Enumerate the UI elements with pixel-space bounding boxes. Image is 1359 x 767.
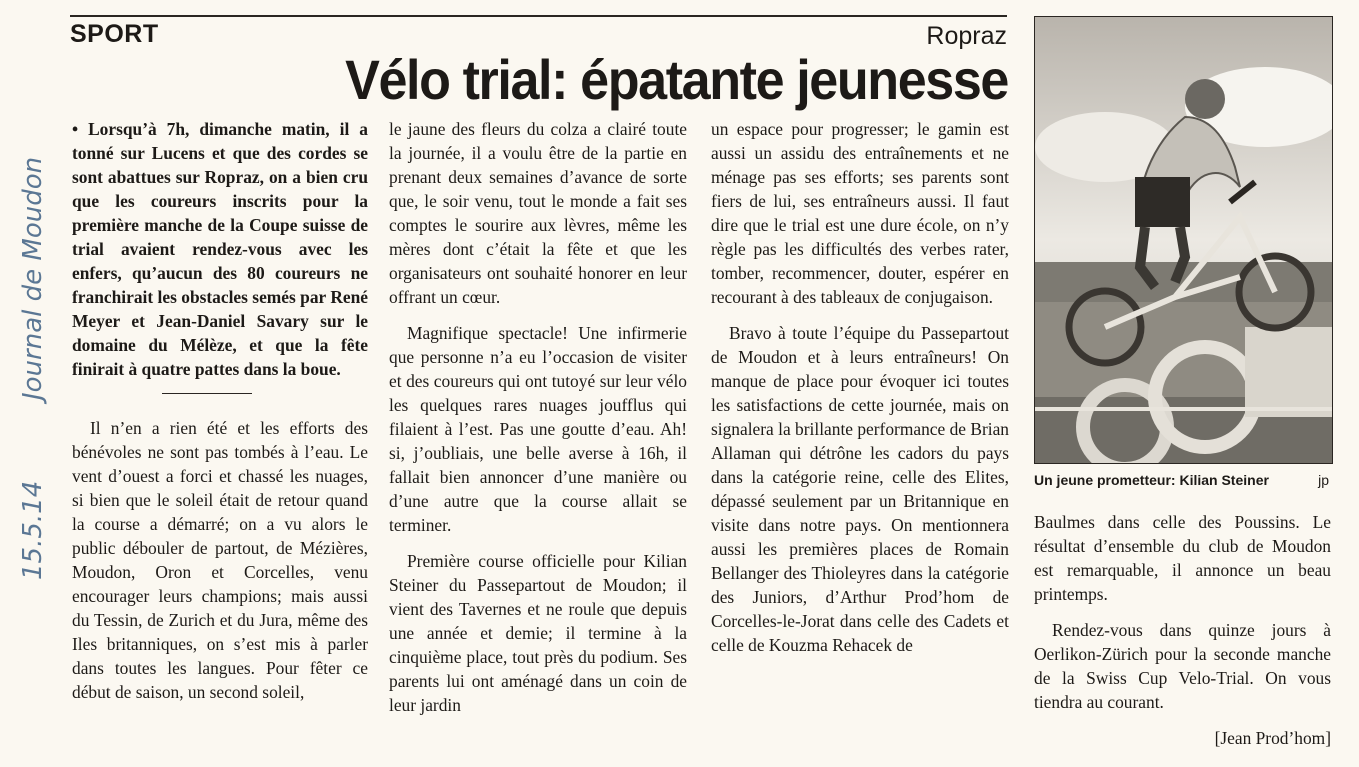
handwritten-date: 15.5.14: [18, 480, 48, 580]
caption-text: Un jeune prometteur: Kilian Steiner: [1034, 472, 1269, 488]
article-column-4: [1034, 510, 1331, 762]
handwritten-annotation: [18, 100, 50, 580]
top-rule: [70, 15, 1007, 17]
article-column-2: [389, 117, 687, 729]
photo-illustration: [1035, 17, 1332, 463]
article-paragraph: Rendez-vous dans quinze jours à Oerlikon-Zürich pour la seconde manche de la Swiss Cup Velo-Trial. On vous tiendra au courant.: [1034, 620, 1331, 712]
article-paragraph: Première course officielle pour Kilian Steiner du Passepartout de Moudon; il vient des Tavernes et ne roule que depuis une année et demie; il termine à la cinquième place, tout près du podium. Ses parents lui ont aménagé dans un coin de leur jardin: [389, 551, 687, 715]
article-paragraph: Baulmes dans celle des Poussins. Le résultat d’ensemble du club de Moudon est remarquable, il annonce un beau printemps.: [1034, 512, 1331, 604]
author-signature: [Jean Prod’hom]: [1214, 728, 1331, 748]
article-column-3: [711, 117, 1009, 669]
bike-rider-photo: [1034, 16, 1333, 464]
article-paragraph: le jaune des fleurs du colza a clairé toute la journée, il a voulu être de la partie en prenant deux semaines d’avance de sorte que, le soir venu, tout le monde a fait ses comptes le sourire aux lèvres, même les mères dont c’était la fête et que les organisateurs ont souhaité honorer en leur offrant un cœur.: [389, 119, 687, 307]
article-paragraph: Magnifique spectacle! Une infirmerie que personne n’a eu l’occasion de visiter et des coureurs qui ont tutoyé sur leur vélo les quelques rares nuages joufflus qui filaient à l’est. Pas une goutte d’eau. Ah! si, j’oubliais, une belle averse à 16h, il fallait bien annoncer d’une manière ou d’une autre que la course allait se terminer.: [389, 323, 687, 535]
handwritten-source: Journal de Moudon: [18, 156, 48, 400]
article-lead: • Lorsqu’à 7h, dimanche matin, il a tonné sur Lucens et que des cordes se sont abattues sur Ropraz, on a bien cru que les coureurs inscrits pour la première manche de la Coupe suisse de trial avaient rendez-vous avec les enfers, qu’aucun des 80 coureurs ne franchirait les obstacles semés par René Meyer et Jean-Daniel Savary sur le domaine du Mélèze, et que la fête finirait à quatre pattes dans la boue.: [72, 119, 368, 379]
article-column-1: [72, 117, 368, 716]
article-paragraph: Bravo à toute l’équipe du Passepartout de Moudon et à leurs entraîneurs! On manque de place pour évoquer ici toutes les satisfactions de cette journée, mais on signalera la brillante performance de Brian Allaman qui détrône les cadors du pays dans la catégorie reine, celle des Elites, dépassé seulement par un Britannique en visite dans notre pays. On mentionnera aussi les premières places de Romain Bellanger des Thioleyres dans la catégorie des Juniors, d’Arthur Prod’hom de Corcelles-le-Jorat dans celle des Cadets et celle de Kouzma Rehacek de: [711, 323, 1009, 655]
article-paragraph: un espace pour progresser; le gamin est aussi un assidu des entraînements et ne ménage pas ses efforts; ses parents sont fiers de lui, ses entraîneurs aussi. Il faut dire que le trial est une dure école, on n’y règle pas les difficultés des verbes rater, tomber, recommencer, douter, espérer en recourant à des tableaux de conjugaison.: [711, 119, 1009, 307]
location-label: Ropraz: [926, 22, 1007, 50]
photo-credit: jp: [1318, 472, 1329, 488]
separator-rule: [162, 393, 252, 394]
section-label: SPORT: [70, 20, 159, 48]
headline: Vélo trial: épatante jeunesse: [345, 48, 1008, 111]
photo-caption: [1034, 472, 1331, 488]
article-paragraph: Il n’en a rien été et les efforts des bénévoles ne sont pas tombés à l’eau. Le vent d’ouest a forci et chassé les nuages, si bien que le soleil était de retour quand la course a démarré; on a vu alors le public débouler de partout, de Mézières, Moudon, Oron et Corcelles, venu encourager leurs champions; mais aussi du Tessin, de Zurich et du Jura, même des Iles britanniques, on s’est mis à parler dans toutes les langues. Pour fêter ce début de saison, un second soleil,: [72, 418, 368, 702]
